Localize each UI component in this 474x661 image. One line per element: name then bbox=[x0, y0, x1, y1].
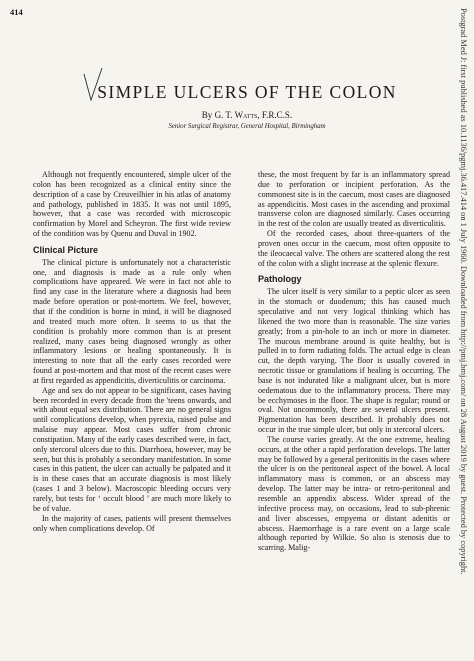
copyright-side-strip bbox=[454, 0, 472, 661]
section-heading-pathology: Pathology bbox=[258, 274, 302, 285]
author-affiliation: Senior Surgical Registrar, General Hospital, Birmingham bbox=[168, 123, 326, 130]
body-paragraph: Of the recorded cases, about three-quarters of the proven ones occur in the caecum, most often opposite to the ileocaecal valve. The others are scattered along the rest of the colon with a slight increase at the splenic flexure. bbox=[258, 229, 450, 268]
body-paragraph: In the majority of cases, patients will present themselves only when complications develop. Of bbox=[33, 513, 231, 533]
right-column bbox=[258, 170, 450, 553]
body-paragraph: these, the most frequent by far is an inflammatory spread due to perforation or incipient perforation. As the commonest site is in the caecum, most cases are diagnosed as appendicitis. Most cases in the ascending and proximal transverse colon are diagnosed similarly. Cases occurring in the rest of the colon are usually treated as diverticulitis. bbox=[258, 170, 450, 229]
body-paragraph: The ulcer itself is very similar to a peptic ulcer as seen in the stomach or duodenum; this has caused much speculative and not very logical thinking which has likened the two more than is reasonable. The size varies greatly; from a pin-hole to an inch or more in diameter. The mucous membrane around is quite healthy, but is pulled in to form radiating folds. The actual edge is clean cut, the depth varying. The floor is usually covered in necrotic tissue or granulations if healing is occurring. The base is not indurated like a malignant ulcer, but is more oedematous due to the inflammatory process. There may be ecchymoses in the floor. The shape is regular; round or oval. Not uncommonly, there are several ulcers present. Pigmentation has been described. It probably does not occur in the true simple ulcer, but only in stercoral ulcers. bbox=[258, 287, 450, 435]
body-paragraph: The clinical picture is unfortunately not a characteristic one, and diagnosis is made as a rule only when complications have appeared. We were in fact not able to find any case in the literature where a diagnosis had been made before operation or post-mortem. We feel, however, that if the condition is borne in mind, it will be diagnosed and treated much more often. It seems to us that the condition is probably more common than is at present realized, many cases being diagnosed wrongly as other inflammatory lesions or healing spontaneously. It is interesting to note that all the early cases recorded were found at post-mortem and that most of the recent cases were at first regarded as appendicitis, diverticulitis or carcinoma. bbox=[33, 257, 231, 385]
left-column bbox=[33, 170, 231, 533]
byline-prefix: By bbox=[201, 110, 213, 120]
byline bbox=[60, 110, 434, 120]
section-heading-clinical-picture: Clinical Picture bbox=[33, 244, 99, 255]
article-title: SIMPLE ULCERS OF THE COLON bbox=[97, 82, 397, 102]
body-paragraph: Age and sex do not appear to be significant, cases having been recorded in every decade from the 'teens onwards, and with about equal sex distribution. There are no general signs until complications develop, when pyrexia, raised pulse and malaise may appear. Most cases suffer from chronic constipation. Many of the early cases described were, in fact, only stercoral ulcers due to this. Diarrhoea, however, may be seen, but this is probably a secondary manifestation. In some cases in this patient, the ulcer can actually be palpated and it is in these cases that an accurate diagnosis is most likely (cases 1 and 3 below). Macroscopic bleeding occurs very rarely, but tests for ‘ occult blood ’ are much more likely to be of value. bbox=[33, 385, 231, 513]
author-name: G. T. Watts, F.R.C.S. bbox=[214, 110, 293, 120]
intro-paragraph: Although not frequently encountered, simple ulcer of the colon has been recognized as a clinical entity since the description of a case by Creuveilhier in his atlas of anatomy and pathology, published in 1835. It was not until 1895, however, that a case was recorded with microscopic confirmation by Morel and Scheyron. The first wide review of the condition was by Quenu and Duval in 1902. bbox=[33, 170, 231, 239]
page-number: 414 bbox=[10, 7, 23, 17]
side-strip-text: Postgrad Med J: first published as 10.1136/pgmj.36.417.414 on 1 July 1960. Downloaded from http://pmj.bmj.com/ on 28 August 2019 by guest. Protected by copyright. bbox=[459, 8, 468, 575]
body-paragraph: The course varies greatly. At the one extreme, healing occurs, at the other a rapid perforation develops. The latter may be followed by a general peritonitis in the cases where the ulcer is on the peritoneal aspect of the bowel. A local inflammatory mass is common, or an abscess may develop. The latter may be intra- or retro-peritoneal and resemble an appendix abscess. Wider spread of the infective process may, on occasions, lead to sub-phrenic and liver abscesses, empyema or distant adenitis or abscess. Haemorrhage is a rare event on a large scale although reported by Wilkie. So also is stenosis due to scarring. Malig- bbox=[258, 434, 450, 553]
